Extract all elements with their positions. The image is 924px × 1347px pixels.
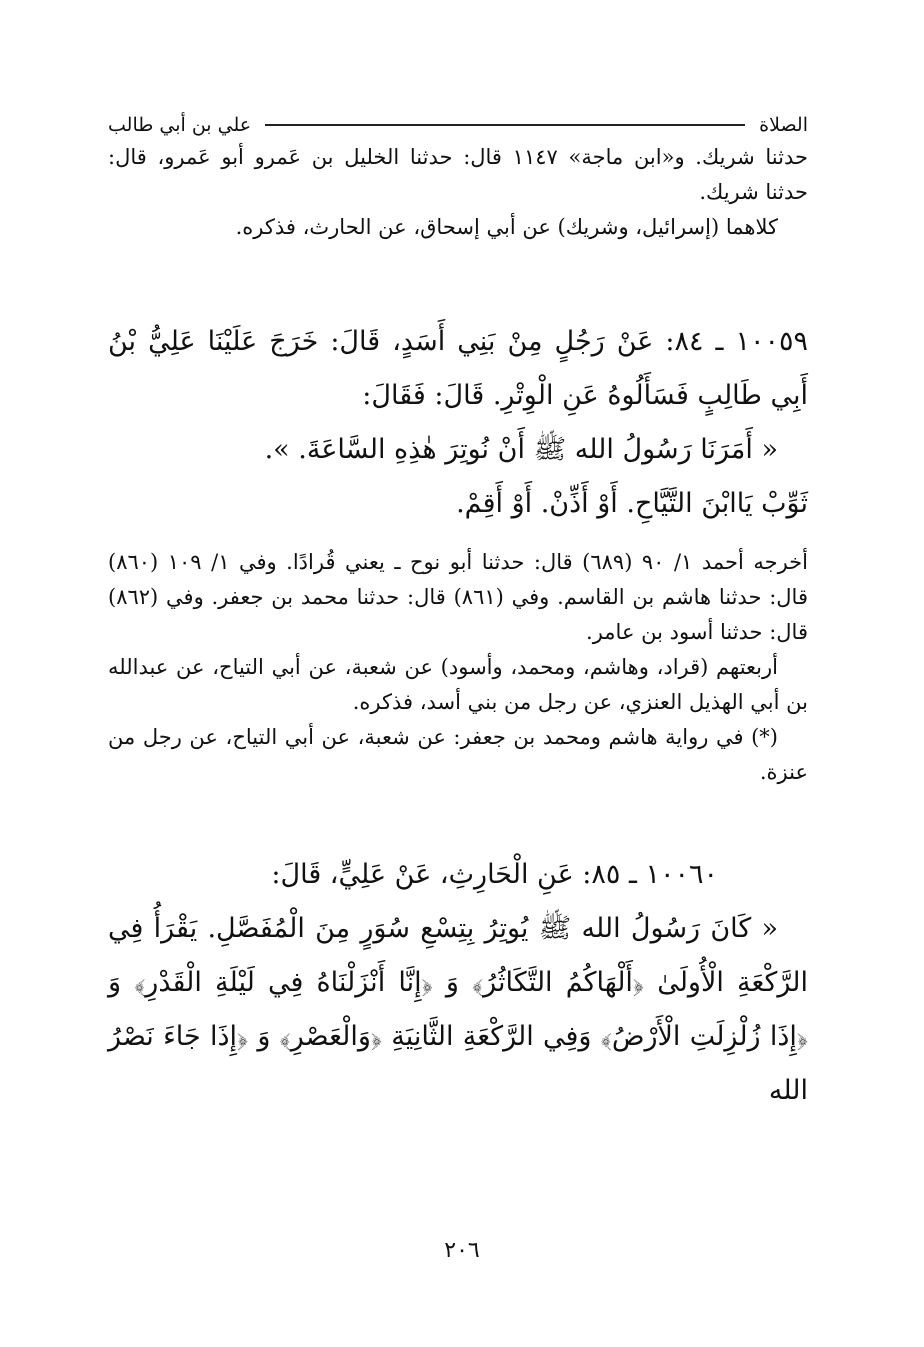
running-header (108, 110, 808, 140)
hadith-text: « كَانَ رَسُولُ الله ﷺ يُوتِرُ بِتِسْعِ سُوَرٍ مِنَ الْمُفَصَّلِ. يَقْرَأُ فِي الرَّكْعَةِ الْأُولَىٰ ﴿أَلْهَاكُمُ التَّكَاثُرُ﴾ وَ ﴿إِنَّا أَنْزَلْنَاهُ فِي لَيْلَةِ الْقَدْرِ﴾ وَ ﴿إِذَا زُلْزِلَتِ الْأَرْضُ﴾ وَفِي الرَّكْعَةِ الثَّانِيَةِ ﴿وَالْعَصْرِ﴾ وَ ﴿إِذَا جَاءَ نَصْرُ الله (108, 913, 808, 1106)
header-book-author: علي بن أبي طالب (108, 114, 252, 136)
page-content (108, 110, 808, 1118)
hadith-text: ١٠٠٥٩ ـ ٨٤: عَنْ رَجُلٍ مِنْ بَنِي أَسَدٍ، قَالَ: خَرَجَ عَلَيْنَا عَلِيُّ بْنُ أَبِي طَالِبٍ فَسَأَلُوهُ عَنِ الْوِتْرِ. قَالَ: فَقَالَ: (108, 326, 809, 411)
hadith-text: « أَمَرَنَا رَسُولُ الله ﷺ أَنْ نُوتِرَ هٰذِهِ السَّاعَةَ. ». (264, 434, 778, 465)
takhrij-note: أخرجه أحمد ١/ ٩٠ (٦٨٩) قال: حدثنا أبو نوح ـ يعني قُرادًا. وفي ١/ ١٠٩ (٨٦٠) قال: حدثنا هاشم بن القاسم. وفي (٨٦١) قال: حدثنا محمد بن جعفر. وفي (٨٦٢) قال: حدثنا أسود بن عامر. (108, 550, 808, 644)
page-number: ٢٠٦ (444, 1238, 480, 1263)
takhrij-note: أربعتهم (قراد، وهاشم، ومحمد، وأسود) عن شعبة، عن أبي التياح، عن عبدالله بن أبي الهذيل العنزي، عن رجل من بني أسد، فذكره. (108, 655, 808, 714)
hadith-text: ثَوِّبْ يَاابْنَ التَّيَّاحِ. أَوْ أَذِّنْ. أَوْ أَقِمْ. (456, 488, 808, 519)
intro-paragraph: حدثنا شريك. و«ابن ماجة» ١١٤٧ قال: حدثنا الخليل بن عَمرو أبو عَمرو، قال: حدثنا شريك. (108, 145, 808, 204)
takhrij-note: (*) في رواية هاشم ومحمد بن جعفر: عن شعبة، عن أبي التياح، عن رجل من عنزة. (108, 725, 808, 784)
header-section-title: الصلاة (759, 114, 808, 136)
header-rule (265, 124, 745, 126)
hadith-text: ١٠٠٦٠ ـ ٨٥: عَنِ الْحَارِثِ، عَنْ عَلِيٍّ، قَالَ: (271, 859, 718, 890)
intro-paragraph: كلاهما (إسرائيل، وشريك) عن أبي إسحاق، عن الحارث، فذكره. (235, 215, 778, 239)
